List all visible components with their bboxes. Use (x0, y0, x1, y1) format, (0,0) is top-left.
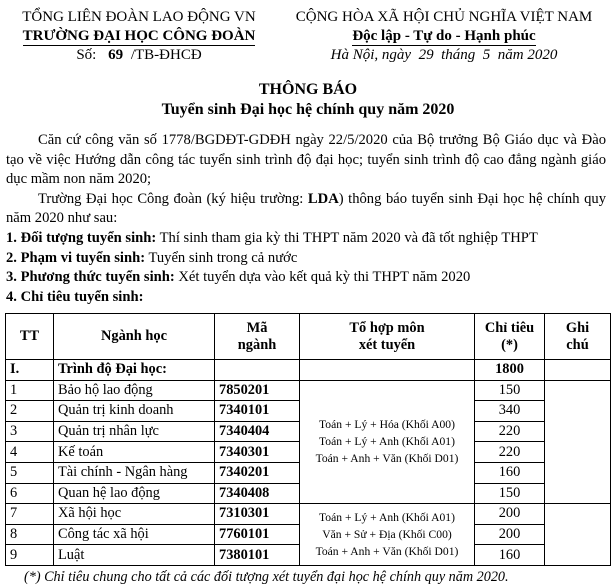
table-header-row (6, 314, 611, 360)
national-motto: Độc lập - Tự do - Hạnh phúc (352, 28, 536, 44)
table-row: 2 Quản trị kinh doanh 7340101 340 (6, 401, 611, 422)
table-section-row: I. Trình độ Đại học: 1800 (6, 360, 611, 381)
document-title (0, 80, 616, 120)
school-name: TRƯỜNG ĐẠI HỌC CÔNG ĐOÀN (22, 28, 256, 44)
paragraph-legal-basis: Căn cứ công văn số 1778/BGDĐT-GDĐH ngày 22/5/2020 của Bộ trưởng Bộ Giáo dục và Đào tạo về việc Hướng dẫn công tác tuyển sinh trình độ đại học; tuyển sinh trình độ cao đẳng ngành giáo dục mầm non năm 2020; (6, 132, 606, 188)
combo-group-1: Toán + Lý + Hóa (Khối A00) Toán + Lý + Anh (Khối A01) Toán + Anh + Văn (Khối D01) (300, 380, 475, 504)
nation-name: CỘNG HÒA XÃ HỘI CHỦ NGHĨA VIỆT NAM (295, 9, 593, 25)
header-note: Ghi chú (545, 314, 611, 360)
table-row: 6 Quan hệ lao động 7340408 150 (6, 483, 611, 504)
header-code: Mã ngành (215, 314, 300, 360)
table-row: 5 Tài chính - Ngân hàng 7340201 160 (6, 462, 611, 483)
school-code: LDA (307, 190, 339, 207)
item-candidates: 1. Đối tượng tuyển sinh: Thí sinh tham gia kỳ thi THPT năm 2020 và đã tốt nghiệp THPT (6, 229, 538, 246)
header-right (278, 8, 610, 65)
title-sub: Tuyển sinh Đại học hệ chính quy năm 2020 (161, 101, 455, 118)
header-combo: Tổ hợp môn xét tuyển (300, 314, 475, 360)
table-row: 8 Công tác xã hội 7760101 200 (6, 524, 611, 545)
table-row: 1 Bảo hộ lao động 7850201 Toán + Lý + Hóa (Khối A00) Toán + Lý + Anh (Khối A01) Toán + Anh + Văn (Khối D01) 150 (6, 380, 611, 401)
header-quota: Chỉ tiêu (*) (475, 314, 545, 360)
combo-group-2: Toán + Lý + Anh (Khối A01) Văn + Sử + Địa (Khối C00) Toán + Anh + Văn (Khối D01) (300, 504, 475, 566)
document-body (6, 131, 606, 307)
table-row: 3 Quản trị nhân lực 7340404 220 (6, 421, 611, 442)
item-method: 3. Phương thức tuyển sinh: Xét tuyển dựa vào kết quả kỳ thi THPT năm 2020 (6, 269, 471, 286)
issue-date: Hà Nội, ngày 29 tháng 5 năm 2020 (330, 47, 558, 63)
section-name: Trình độ Đại học: (54, 360, 215, 381)
document-number: Số: 69 /TB-ĐHCĐ (76, 47, 202, 63)
paragraph-announcement: Trường Đại học Công đoàn (ký hiệu trường: LDA) thông báo tuyển sinh Đại học hệ chính quy năm 2020 như sau: (6, 190, 606, 227)
table-row: 4 Kế toán 7340301 220 (6, 442, 611, 463)
note-cell-2 (545, 504, 611, 566)
document-number-value: 69 (108, 47, 124, 63)
header-major: Ngành học (54, 314, 215, 360)
header-tt: TT (6, 314, 54, 360)
title-main: THÔNG BÁO (258, 81, 358, 98)
footnote: (*) Chỉ tiêu chung cho tất cả các đối tượng xét tuyển đại học hệ chính quy năm 2020. (24, 569, 509, 585)
header-left (8, 8, 270, 65)
table-row: 7 Xã hội học 7310301 Toán + Lý + Anh (Khối A01) Văn + Sử + Địa (Khối C00) Toán + Anh + Văn (Khối D01) 200 (6, 504, 611, 525)
item-quota-heading: 4. Chỉ tiêu tuyển sinh: (6, 288, 144, 305)
org-name: TỔNG LIÊN ĐOÀN LAO ĐỘNG VN (22, 9, 256, 25)
table-row: 9 Luật 7380101 160 (6, 545, 611, 566)
note-cell-1 (545, 380, 611, 504)
item-scope: 2. Phạm vi tuyển sinh: Tuyển sinh trong cả nước (6, 249, 298, 266)
quota-table (5, 313, 611, 566)
section-quota: 1800 (475, 360, 545, 381)
